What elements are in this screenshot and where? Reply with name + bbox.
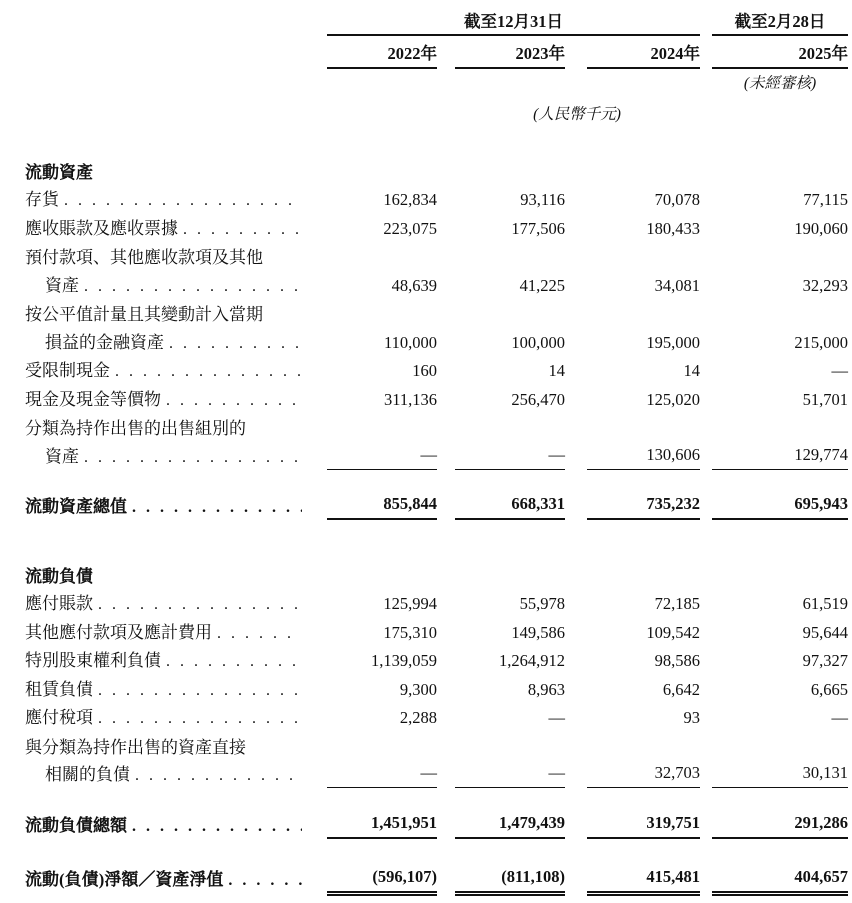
table-row — [0, 760, 852, 789]
row-label-cell — [0, 417, 302, 441]
value-2022: 855,844 — [327, 493, 437, 520]
row-label: 相關的負債 — [45, 765, 130, 784]
total-row — [0, 492, 852, 521]
value-cell — [700, 810, 852, 839]
value-cell — [302, 760, 437, 789]
value-2025: 695,943 — [712, 493, 848, 520]
value-2022: 2,288 — [399, 708, 437, 727]
value-cell — [437, 646, 565, 675]
value-cell — [437, 492, 565, 521]
dot-leader — [93, 678, 302, 703]
unaudited-note: (未經審核) — [743, 75, 817, 92]
value-2024: 130,606 — [587, 444, 700, 470]
value-2025: 6,665 — [810, 679, 848, 699]
header-year-row — [0, 36, 852, 69]
value-cell — [700, 185, 852, 214]
value-2023: 1,479,439 — [455, 812, 565, 839]
value-2024: 109,542 — [646, 622, 700, 642]
value-cell — [700, 327, 852, 356]
value-2025: 30,131 — [712, 762, 848, 788]
dot-leader — [93, 592, 302, 617]
value-2023: 1,264,912 — [499, 651, 565, 670]
value-cell — [302, 492, 437, 521]
section-header-row — [0, 156, 852, 185]
value-cell — [302, 270, 437, 299]
row-label: 流動負債 — [25, 566, 93, 586]
value-cell — [437, 356, 565, 385]
total-row — [0, 865, 852, 894]
row-label-cell — [0, 161, 302, 185]
dot-leader — [161, 388, 302, 413]
row-label-cell — [0, 331, 302, 356]
value-cell — [437, 441, 565, 470]
value-cell — [565, 760, 700, 789]
value-2023: 100,000 — [511, 332, 565, 352]
row-label: 應付賬款 — [25, 594, 93, 613]
row-label-cell — [0, 621, 302, 646]
value-cell — [437, 384, 565, 413]
row-label-cell — [0, 706, 302, 731]
value-cell — [700, 646, 852, 675]
value-cell — [700, 270, 852, 299]
value-2024: 14 — [683, 361, 700, 380]
column-header-2024: 2024年 — [587, 43, 700, 69]
row-label-cell — [0, 565, 302, 589]
table-row — [0, 270, 852, 299]
value-cell — [437, 760, 565, 789]
table-row — [0, 646, 852, 675]
dot-leader — [79, 445, 302, 470]
value-2025: 61,519 — [802, 594, 848, 613]
row-label: 其他應付款項及應計費用 — [25, 622, 212, 642]
value-2024: 32,703 — [587, 762, 700, 788]
row-label-cell — [0, 359, 302, 384]
table-row — [0, 617, 852, 646]
value-2024: 70,078 — [654, 190, 700, 209]
row-label: 分類為持作出售的出售組別的 — [25, 419, 246, 438]
column-group-as-of-dec31: 截至12月31日 — [327, 12, 700, 36]
row-label: 與分類為持作出售的資產直接 — [25, 737, 246, 757]
unaudited-note-row — [0, 69, 852, 95]
value-2025: 291,286 — [712, 812, 848, 839]
row-label: 流動資產總值 — [25, 497, 127, 516]
value-cell — [437, 213, 565, 242]
value-2025: — — [831, 708, 848, 727]
value-cell — [700, 213, 852, 242]
label-continuation-row — [0, 731, 852, 760]
value-cell — [302, 384, 437, 413]
value-cell — [565, 589, 700, 618]
value-2024: 98,586 — [654, 651, 700, 670]
row-label: 損益的金融資產 — [45, 332, 164, 352]
section-header-row — [0, 560, 852, 589]
value-2025: 32,293 — [802, 275, 848, 295]
table-row — [0, 674, 852, 703]
row-label: 資產 — [45, 446, 79, 466]
value-2022: 160 — [412, 361, 437, 380]
currency-note-row — [0, 98, 852, 126]
label-continuation-row — [0, 242, 852, 271]
table-row — [0, 384, 852, 413]
value-cell — [700, 589, 852, 618]
row-label-cell — [0, 649, 302, 674]
value-2025: 215,000 — [794, 332, 848, 352]
value-cell — [565, 865, 700, 894]
value-cell — [700, 492, 852, 521]
value-cell — [700, 865, 852, 894]
value-cell — [700, 617, 852, 646]
value-2025: — — [831, 361, 848, 380]
row-label: 受限制現金 — [25, 361, 110, 380]
row-label: 特別股東權利負債 — [25, 651, 161, 670]
value-2025: 51,701 — [802, 389, 848, 409]
value-2023: (811,108) — [455, 866, 565, 893]
value-cell — [302, 589, 437, 618]
value-2022: — — [327, 762, 437, 788]
value-cell — [700, 703, 852, 732]
table-row — [0, 213, 852, 242]
value-2023: — — [455, 762, 565, 788]
value-2022: 162,834 — [383, 190, 437, 209]
row-label-cell — [0, 763, 302, 788]
dot-leader — [127, 814, 302, 839]
value-cell — [437, 270, 565, 299]
total-row — [0, 810, 852, 839]
column-header-2025: 2025年 — [712, 43, 848, 69]
row-label-cell — [0, 445, 302, 470]
row-label-cell — [0, 736, 302, 760]
row-label: 預付款項、其他應收款項及其他 — [25, 248, 263, 267]
value-2024: 195,000 — [646, 332, 700, 352]
value-2024: 72,185 — [654, 594, 700, 613]
dot-leader — [223, 868, 302, 893]
row-label: 應收賬款及應收票據 — [25, 218, 178, 238]
row-label-cell — [0, 303, 302, 327]
table-row — [0, 441, 852, 470]
value-2024: 180,433 — [646, 218, 700, 238]
row-label: 流動負債總額 — [25, 815, 127, 835]
row-label-cell — [0, 868, 302, 893]
label-continuation-row — [0, 299, 852, 328]
value-cell — [565, 492, 700, 521]
value-2025: 404,657 — [712, 866, 848, 893]
value-cell — [437, 674, 565, 703]
value-2022: 223,075 — [383, 218, 437, 238]
value-2024: 319,751 — [587, 812, 700, 839]
row-label-cell — [0, 814, 302, 839]
row-label-cell — [0, 388, 302, 413]
dot-leader — [110, 359, 302, 384]
value-cell — [437, 617, 565, 646]
row-label: 現金及現金等價物 — [25, 389, 161, 409]
row-label-cell — [0, 495, 302, 520]
dot-leader — [127, 495, 302, 520]
value-2025: 77,115 — [803, 190, 848, 209]
value-2022: 1,451,951 — [327, 812, 437, 839]
row-label: 租賃負債 — [25, 679, 93, 699]
value-cell — [302, 646, 437, 675]
row-label: 流動(負債)淨額／資產淨值 — [25, 870, 224, 889]
value-2024: 34,081 — [654, 275, 700, 295]
value-2022: 48,639 — [391, 275, 437, 295]
value-2023: 93,116 — [520, 190, 565, 209]
row-label: 應付稅項 — [25, 708, 93, 727]
value-2022: 125,994 — [383, 594, 437, 613]
dot-leader — [161, 649, 302, 674]
value-cell — [437, 185, 565, 214]
currency-unit-note: (人民幣千元) — [533, 106, 621, 123]
value-cell — [437, 810, 565, 839]
value-2022: 311,136 — [383, 389, 437, 409]
value-2024: 6,642 — [662, 679, 700, 699]
value-cell — [700, 441, 852, 470]
value-cell — [437, 589, 565, 618]
value-cell — [302, 185, 437, 214]
row-label-cell — [0, 274, 302, 299]
value-2024: 415,481 — [587, 866, 700, 893]
value-cell — [700, 356, 852, 385]
value-cell — [565, 646, 700, 675]
value-cell — [700, 674, 852, 703]
value-cell — [565, 213, 700, 242]
value-cell — [565, 327, 700, 356]
statement-table — [0, 156, 852, 893]
value-cell — [437, 703, 565, 732]
value-2024: 125,020 — [646, 389, 700, 409]
row-label: 資產 — [45, 275, 79, 295]
row-label-cell — [0, 678, 302, 703]
value-2023: 177,506 — [511, 218, 565, 238]
value-cell — [565, 270, 700, 299]
column-header-2022: 2022年 — [327, 43, 437, 69]
dot-leader — [212, 621, 302, 646]
value-2022: (596,107) — [327, 866, 437, 893]
value-cell — [437, 865, 565, 894]
column-group-as-of-feb28: 截至2月28日 — [712, 12, 848, 36]
value-2022: 1,139,059 — [371, 651, 437, 670]
value-2023: — — [455, 444, 565, 470]
row-label: 流動資產 — [25, 162, 93, 182]
row-label-cell — [0, 188, 302, 213]
value-cell — [565, 703, 700, 732]
value-cell — [565, 441, 700, 470]
value-cell — [302, 674, 437, 703]
value-2023: 256,470 — [511, 389, 565, 409]
value-cell — [565, 810, 700, 839]
row-label: 按公平值計量且其變動計入當期 — [25, 305, 263, 324]
value-2022: 110,000 — [383, 332, 437, 352]
value-2022: 9,300 — [399, 679, 437, 699]
value-2022: — — [327, 444, 437, 470]
value-2023: 8,963 — [527, 679, 565, 699]
value-2025: 97,327 — [802, 651, 848, 670]
value-cell — [437, 327, 565, 356]
column-header-2023: 2023年 — [455, 43, 565, 69]
value-cell — [565, 384, 700, 413]
value-2022: 175,310 — [383, 622, 437, 642]
value-2023: — — [548, 708, 565, 727]
value-cell — [302, 356, 437, 385]
value-2024: 735,232 — [587, 493, 700, 520]
value-cell — [302, 703, 437, 732]
row-label-cell — [0, 217, 302, 242]
value-2025: 129,774 — [712, 444, 848, 470]
dot-leader — [93, 706, 302, 731]
dot-leader — [164, 331, 302, 356]
table-row — [0, 589, 852, 618]
dot-leader — [59, 188, 302, 213]
label-continuation-row — [0, 413, 852, 442]
value-2023: 668,331 — [455, 493, 565, 520]
value-2023: 14 — [548, 361, 565, 380]
value-cell — [302, 441, 437, 470]
value-cell — [700, 760, 852, 789]
value-cell — [302, 327, 437, 356]
value-cell — [565, 617, 700, 646]
value-cell — [302, 213, 437, 242]
value-cell — [565, 185, 700, 214]
row-label-cell — [0, 592, 302, 617]
row-label: 存貨 — [25, 190, 59, 209]
value-cell — [302, 810, 437, 839]
value-cell — [302, 617, 437, 646]
value-2023: 41,225 — [519, 275, 565, 295]
value-2025: 190,060 — [794, 218, 848, 238]
table-row — [0, 703, 852, 732]
value-cell — [565, 356, 700, 385]
value-cell — [700, 384, 852, 413]
value-2024: 93 — [683, 708, 700, 727]
dot-leader — [178, 217, 302, 242]
table-row — [0, 185, 852, 214]
value-cell — [565, 674, 700, 703]
table-row — [0, 356, 852, 385]
value-cell — [302, 865, 437, 894]
table-row — [0, 327, 852, 356]
value-2023: 149,586 — [511, 622, 565, 642]
dot-leader — [79, 274, 302, 299]
value-2023: 55,978 — [519, 594, 565, 613]
header-group-row — [0, 0, 852, 36]
dot-leader — [130, 763, 302, 788]
row-label-cell — [0, 246, 302, 270]
value-2025: 95,644 — [802, 622, 848, 642]
